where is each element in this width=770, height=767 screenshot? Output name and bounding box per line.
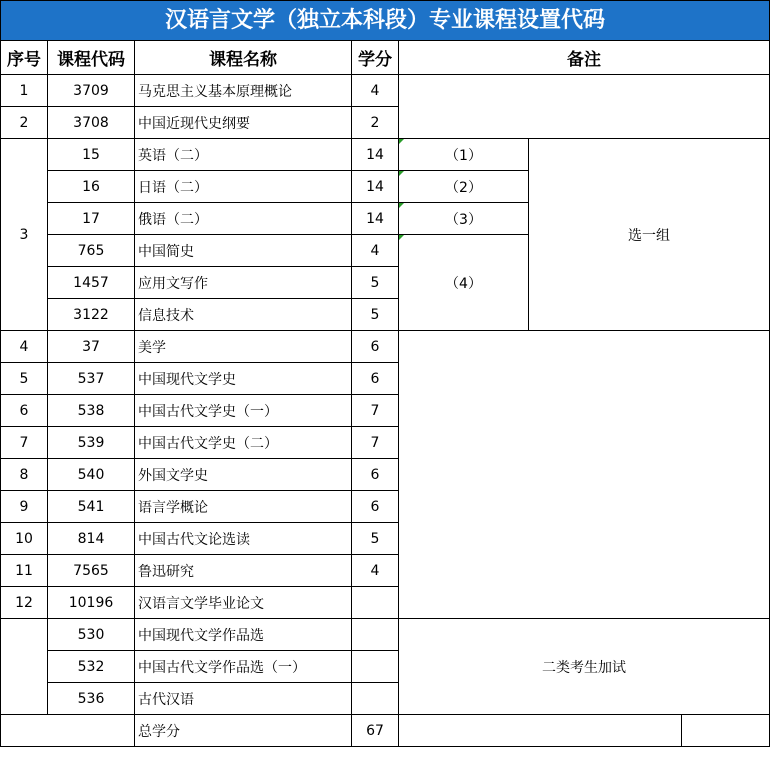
code-cell: 538 bbox=[48, 395, 135, 427]
credit-cell bbox=[352, 619, 399, 651]
credit-cell: 14 bbox=[352, 171, 399, 203]
code-cell: 532 bbox=[48, 651, 135, 683]
elective-group-note: 选一组 bbox=[529, 139, 770, 331]
header-credit: 学分 bbox=[352, 41, 399, 75]
option-cell: （2） bbox=[399, 171, 529, 203]
seq-cell: 12 bbox=[1, 587, 48, 619]
name-cell: 英语（二） bbox=[135, 139, 352, 171]
note-cell-blank bbox=[399, 75, 770, 139]
note-cell-blank bbox=[399, 331, 770, 619]
code-cell: 7565 bbox=[48, 555, 135, 587]
code-cell: 16 bbox=[48, 171, 135, 203]
credit-cell bbox=[352, 587, 399, 619]
seq-cell: 5 bbox=[1, 363, 48, 395]
header-seq: 序号 bbox=[1, 41, 48, 75]
seq-cell: 2 bbox=[1, 107, 48, 139]
credit-cell: 5 bbox=[352, 523, 399, 555]
code-cell: 541 bbox=[48, 491, 135, 523]
total-note-blank-right bbox=[682, 715, 770, 747]
code-cell: 1457 bbox=[48, 267, 135, 299]
credit-cell: 2 bbox=[352, 107, 399, 139]
name-cell: 中国古代文学史（二） bbox=[135, 427, 352, 459]
extra-exam-note: 二类考生加试 bbox=[399, 619, 770, 715]
name-cell: 中国现代文学史 bbox=[135, 363, 352, 395]
code-cell: 537 bbox=[48, 363, 135, 395]
seq-cell: 3 bbox=[1, 139, 48, 331]
credit-cell: 6 bbox=[352, 459, 399, 491]
credit-cell bbox=[352, 651, 399, 683]
code-cell: 814 bbox=[48, 523, 135, 555]
code-cell: 765 bbox=[48, 235, 135, 267]
code-cell: 530 bbox=[48, 619, 135, 651]
header-row bbox=[1, 41, 770, 75]
total-note-blank bbox=[399, 715, 682, 747]
name-cell: 中国古代文论选读 bbox=[135, 523, 352, 555]
credit-cell: 4 bbox=[352, 75, 399, 107]
credit-cell: 14 bbox=[352, 203, 399, 235]
total-row bbox=[1, 715, 770, 747]
name-cell: 鲁迅研究 bbox=[135, 555, 352, 587]
name-cell: 中国简史 bbox=[135, 235, 352, 267]
option-cell: （3） bbox=[399, 203, 529, 235]
name-cell: 俄语（二） bbox=[135, 203, 352, 235]
seq-cell: 1 bbox=[1, 75, 48, 107]
credit-cell: 7 bbox=[352, 395, 399, 427]
name-cell: 应用文写作 bbox=[135, 267, 352, 299]
header-name: 课程名称 bbox=[135, 41, 352, 75]
credit-cell: 7 bbox=[352, 427, 399, 459]
credit-cell: 4 bbox=[352, 555, 399, 587]
page-title: 汉语言文学（独立本科段）专业课程设置代码 bbox=[0, 0, 770, 41]
name-cell: 马克思主义基本原理概论 bbox=[135, 75, 352, 107]
name-cell: 语言学概论 bbox=[135, 491, 352, 523]
header-note: 备注 bbox=[399, 41, 770, 75]
seq-cell-blank bbox=[1, 619, 48, 715]
code-cell: 3709 bbox=[48, 75, 135, 107]
code-cell: 539 bbox=[48, 427, 135, 459]
credit-cell: 6 bbox=[352, 363, 399, 395]
seq-cell: 8 bbox=[1, 459, 48, 491]
seq-cell: 6 bbox=[1, 395, 48, 427]
seq-cell: 7 bbox=[1, 427, 48, 459]
credit-cell: 6 bbox=[352, 491, 399, 523]
table-row bbox=[1, 331, 770, 363]
code-cell: 10196 bbox=[48, 587, 135, 619]
option-cell: （1） bbox=[399, 139, 529, 171]
total-label: 总学分 bbox=[135, 715, 352, 747]
seq-cell: 10 bbox=[1, 523, 48, 555]
seq-cell: 11 bbox=[1, 555, 48, 587]
credit-cell bbox=[352, 683, 399, 715]
name-cell: 美学 bbox=[135, 331, 352, 363]
code-cell: 3708 bbox=[48, 107, 135, 139]
course-table bbox=[0, 40, 770, 747]
name-cell: 外国文学史 bbox=[135, 459, 352, 491]
code-cell: 15 bbox=[48, 139, 135, 171]
code-cell: 3122 bbox=[48, 299, 135, 331]
option-cell: （4） bbox=[399, 235, 529, 331]
credit-cell: 5 bbox=[352, 267, 399, 299]
seq-cell: 4 bbox=[1, 331, 48, 363]
name-cell: 中国古代文学史（一） bbox=[135, 395, 352, 427]
table-row bbox=[1, 619, 770, 651]
name-cell: 信息技术 bbox=[135, 299, 352, 331]
name-cell: 日语（二） bbox=[135, 171, 352, 203]
header-code: 课程代码 bbox=[48, 41, 135, 75]
credit-cell: 14 bbox=[352, 139, 399, 171]
name-cell: 古代汉语 bbox=[135, 683, 352, 715]
table-row bbox=[1, 139, 770, 171]
table-row bbox=[1, 75, 770, 107]
total-value: 67 bbox=[352, 715, 399, 747]
name-cell: 中国近现代史纲要 bbox=[135, 107, 352, 139]
credit-cell: 4 bbox=[352, 235, 399, 267]
name-cell: 汉语言文学毕业论文 bbox=[135, 587, 352, 619]
seq-cell: 9 bbox=[1, 491, 48, 523]
code-cell: 536 bbox=[48, 683, 135, 715]
name-cell: 中国古代文学作品选（一） bbox=[135, 651, 352, 683]
name-cell: 中国现代文学作品选 bbox=[135, 619, 352, 651]
code-cell: 37 bbox=[48, 331, 135, 363]
code-cell: 540 bbox=[48, 459, 135, 491]
total-blank bbox=[1, 715, 135, 747]
credit-cell: 5 bbox=[352, 299, 399, 331]
credit-cell: 6 bbox=[352, 331, 399, 363]
code-cell: 17 bbox=[48, 203, 135, 235]
